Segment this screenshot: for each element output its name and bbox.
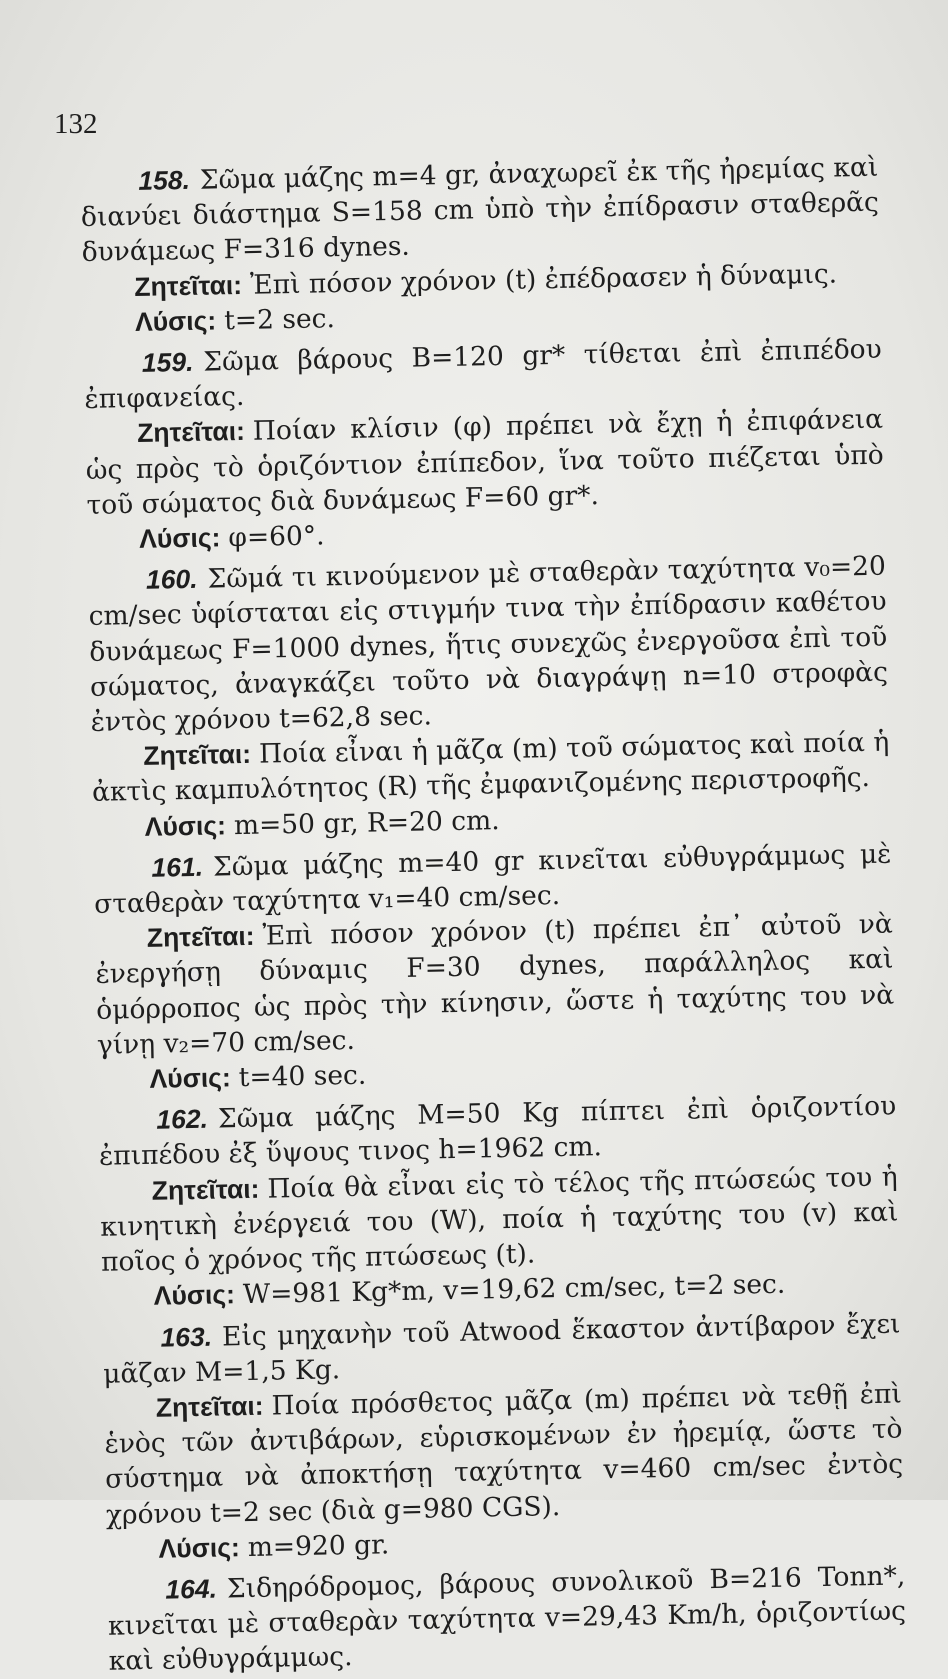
problem-number: 160. xyxy=(145,564,198,596)
solution-label: Λύσις: xyxy=(158,1531,241,1564)
problem-number: 162. xyxy=(156,1104,209,1135)
problem-164 xyxy=(107,1558,907,1679)
problem-question xyxy=(85,402,885,523)
question-text: Ἐπὶ πόσον χρόνον (t) πρέπει ἐπ᾽ αὐτοῦ νὰ ἐνεργήσῃ δύναμις F=30 dynes, παράλληλος καὶ ὁμόρροπος ὡς πρὸς τὴν κίνησιν, ὥστε ἡ ταχύτης του νὰ γίνῃ v₂=70 cm/sec. xyxy=(95,908,895,1061)
problem-161 xyxy=(93,836,896,1098)
problem-number: 158. xyxy=(138,164,191,196)
question-text: Ποία εἶναι ἡ μᾶζα (m) τοῦ σώματος καὶ ποία ἡ ἀκτὶς καμπυλότητος (R) τῆς ἐμφανιζομένης περιστροφῆς. xyxy=(91,726,890,809)
solution-text: t=40 sec. xyxy=(238,1059,367,1094)
question-label: Ζητεῖται: xyxy=(143,739,252,772)
solution-label: Λύσις: xyxy=(153,1279,236,1312)
problem-number: 163. xyxy=(160,1321,213,1353)
problem-number: 161. xyxy=(151,851,204,883)
solution-text: m=50 gr, R=20 cm. xyxy=(233,804,500,841)
problem-text: Σιδηρόδρομος, βάρους συνολικοῦ B=216 Tonn*, κινεῖται μὲ σταθερὰν ταχύτητα v=29,43 Km/h, ὁριζοντίως καὶ εὐθυγράμμως. xyxy=(107,1560,907,1678)
problem-statement xyxy=(88,549,889,740)
problem-list xyxy=(80,150,907,1679)
question-text: Ποία θὰ εἶναι εἰς τὸ τέλος τῆς πτώσεώς του ἡ κινητικὴ ἐνέργειά του (W), ποία ἡ ταχύτης του (v) καὶ ποῖος ὁ χρόνος τῆς πτώσεως (t). xyxy=(100,1161,899,1278)
problem-number: 164. xyxy=(165,1573,218,1605)
solution-label: Λύσις: xyxy=(134,305,217,337)
problem-text: Εἰς μηχανὴν τοῦ Atwood ἕκαστον ἀντίβαρον ἔχει μᾶζαν M=1,5 Kg. xyxy=(102,1307,901,1390)
problem-text: Σῶμα μάζης m=40 gr κινεῖται εὐθυγράμμως μὲ σταθερὰν ταχύτητα v₁=40 cm/sec. xyxy=(93,838,892,920)
solution-text: φ=60°. xyxy=(228,520,325,554)
problem-statement xyxy=(80,150,880,271)
question-label: Ζητεῖται: xyxy=(146,921,255,954)
question-label: Ζητεῖται: xyxy=(151,1173,260,1206)
question-text: Ἐπὶ πόσον χρόνον (t) ἐπέδρασεν ἡ δύναμις. xyxy=(249,258,838,301)
solution-label: Λύσις: xyxy=(138,522,221,554)
problem-number: 159. xyxy=(141,346,194,378)
solution-label: Λύσις: xyxy=(149,1062,232,1094)
solution-text: m=920 gr. xyxy=(247,1529,390,1563)
solution-label: Λύσις: xyxy=(144,809,227,842)
page-number: 132 xyxy=(54,108,98,140)
question-label: Ζητεῖται: xyxy=(136,416,246,449)
question-text: Ποίαν κλίσιν (φ) πρέπει νὰ ἔχῃ ἡ ἐπιφάνεια ὡς πρὸς τὸ ὁριζόντιον ἐπίπεδον, ἵνα τοῦτο πιέζεται ὑπὸ τοῦ σώματος διὰ δυνάμεως F=60 gr*. xyxy=(85,404,885,521)
problem-text: Σῶμα μάζης M=50 Kg πίπτει ἐπὶ ὁριζοντίου ἐπιπέδου ἐξ ὕψους τινος h=1962 cm. xyxy=(98,1090,897,1173)
problem-159 xyxy=(83,332,885,558)
solution-text: t=2 sec. xyxy=(223,302,336,337)
solution-text: W=981 Kg*m, v=19,62 cm/sec, t=2 sec. xyxy=(242,1268,786,1311)
problem-statement xyxy=(107,1558,907,1679)
problem-162 xyxy=(98,1089,900,1315)
problem-question xyxy=(104,1376,905,1532)
problem-160 xyxy=(88,549,891,846)
question-label: Ζητεῖται: xyxy=(155,1390,264,1423)
question-label: Ζητεῖται: xyxy=(134,269,243,302)
problem-question xyxy=(99,1159,899,1280)
problem-158 xyxy=(80,150,881,341)
question-text: Ποία πρόσθετος μᾶζα (m) πρέπει νὰ τεθῇ ἐπὶ ἑνὸς τῶν ἀντιβάρων, εὑρισκομένων ἐν ἠρεμίᾳ, ὥστε τὸ σύστημα νὰ ἀποκτήσῃ ταχύτητα v=460 cm/sec ἐντὸς χρόνου t=2 sec (διὰ g=980 CGS). xyxy=(104,1378,904,1531)
problem-text: Σῶμά τι κινούμενον μὲ σταθερὰν ταχύτητα v₀=20 cm/sec ὑφίσταται εἰς στιγμήν τινα τὴν ἐπίδρασιν καθέτου δυνάμεως F=1000 dynes, ἥτις συνεχῶς ἐνεργοῦσα ἐπὶ τοῦ σώματος, ἀναγκάζει τοῦτο νὰ διαγράψῃ n=10 στροφὰς ἐντὸς χρόνου t=62,8 sec. xyxy=(88,550,889,738)
problem-163 xyxy=(102,1306,905,1568)
problem-text: Σῶμα βάρους B=120 gr* τίθεται ἐπὶ ἐπιπέδου ἐπιφανείας. xyxy=(84,333,882,416)
problem-question xyxy=(95,907,896,1063)
problem-text: Σῶμα μάζης m=4 gr, ἀναχωρεῖ ἐκ τῆς ἠρεμίας καὶ διανύει διάστημα S=158 cm ὑπὸ τὴν ἐπίδρασιν σταθερᾶς δυνάμεως F=316 dynes. xyxy=(80,151,880,269)
